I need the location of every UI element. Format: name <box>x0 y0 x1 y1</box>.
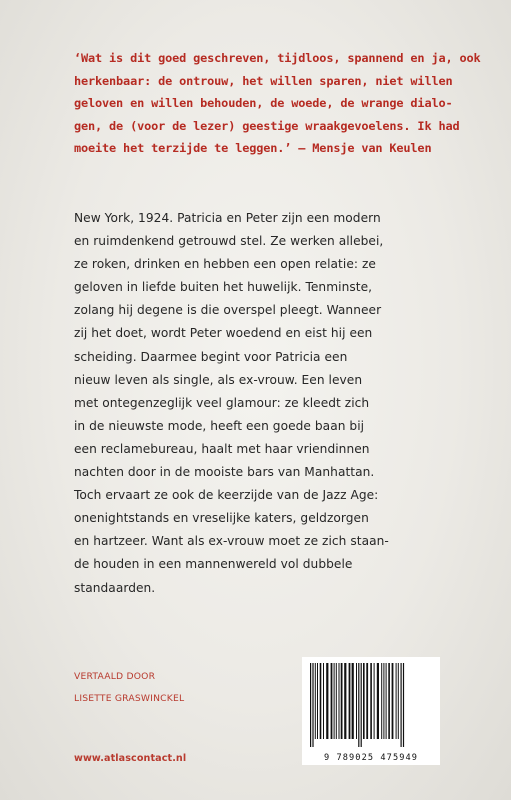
barcode-bar <box>352 663 354 739</box>
barcode-bar <box>361 663 362 747</box>
quote-line: ‘Wat is dit goed geschreven, tijdloos, spannend en ja, ook <box>74 51 481 65</box>
blurb-line: nachten door in de mooiste bars van Manhattan. <box>74 465 375 480</box>
barcode-bar <box>388 663 390 739</box>
blurb-line: ze roken, drinken en hebben een open relatie: ze <box>74 257 376 272</box>
barcode-bar <box>363 663 365 739</box>
blurb-line: en hartzeer. Want als ex-vrouw moet ze zich staan- <box>74 534 389 549</box>
barcode-bar <box>366 663 368 739</box>
blurb-line: Toch ervaart ze ook de keerzijde van de Jazz Age: <box>74 488 379 503</box>
barcode-bar <box>310 663 311 747</box>
barcode-bar <box>386 663 387 739</box>
quote-line: gen, de (voor de lezer) geestige wraakgevoelens. Ik had <box>74 118 460 133</box>
barcode-bar <box>317 663 318 739</box>
barcode-bar <box>396 663 397 739</box>
barcode-bar <box>315 663 316 739</box>
blurb-line: zolang hij degene is die overspel pleegt. Wanneer <box>74 303 382 318</box>
review-quote <box>74 47 481 160</box>
barcode-bar <box>349 663 351 739</box>
quote-line: geloven en willen behouden, de woede, de wrange dialo- <box>74 96 453 111</box>
barcode-bar <box>370 663 372 739</box>
blurb-line: nieuw leven als single, als ex-vrouw. Een leven <box>74 372 363 387</box>
blurb-line: met ontegenzeglijk veel glamour: ze kleedt zich <box>74 395 370 410</box>
blurb-line: de houden in een mannenwereld vol dubbele <box>74 557 353 572</box>
blurb-paragraph <box>74 207 474 600</box>
quote-line: herkenbaar: de ontrouw, het willen sparen, niet willen <box>74 73 453 88</box>
blurb-line: een reclamebureau, haalt met haar vriendinnen <box>74 441 370 456</box>
barcode-bar <box>323 663 324 739</box>
barcode-bar <box>336 663 337 739</box>
translator-credit <box>74 666 184 710</box>
barcode-bar <box>356 663 357 739</box>
blurb-line: onenightstands en vreselijke katers, geldzorgen <box>74 511 369 526</box>
barcode-bar <box>377 663 379 739</box>
blurb-line: New York, 1924. Patricia en Peter zijn een modern <box>74 211 381 225</box>
barcode-bar <box>401 663 402 747</box>
barcode-bar <box>381 663 382 739</box>
blurb-line: geloven in liefde buiten het huwelijk. Tenminste, <box>74 280 373 295</box>
barcode-bar <box>392 663 394 739</box>
barcode-bar <box>339 663 340 739</box>
barcode-bars <box>302 657 440 751</box>
barcode-bar <box>383 663 384 739</box>
blurb-line: en ruimdenkend getrouwd stel. Ze werken allebei, <box>74 234 384 249</box>
barcode-bar <box>398 663 399 739</box>
barcode-bar <box>358 663 359 747</box>
barcode-bar <box>312 663 313 747</box>
credit-label: VERTAALD DOOR <box>74 671 156 682</box>
blurb-line: zij het doet, wordt Peter woedend en eist hij een <box>74 326 373 341</box>
blurb-line: standaarden. <box>74 580 156 595</box>
barcode-bar <box>320 663 322 739</box>
translator-name: LISETTE GRASWINCKEL <box>74 693 185 704</box>
barcode-bar <box>374 663 375 739</box>
isbn-barcode <box>302 657 440 765</box>
quote-line: moeite het terzijde te leggen.’ – Mensje van Keulen <box>74 141 432 156</box>
isbn-number: 9 789025 475949 <box>323 753 419 763</box>
publisher-url: www.atlascontact.nl <box>74 753 187 764</box>
barcode-bar <box>403 663 404 747</box>
barcode-bar <box>326 663 328 739</box>
barcode-bar <box>331 663 333 739</box>
barcode-bar <box>341 663 343 739</box>
barcode-bar <box>334 663 335 739</box>
blurb-line: in de nieuwste mode, heeft een goede baan bij <box>74 418 365 433</box>
blurb-line: scheiding. Daarmee begint voor Patricia een <box>74 349 348 364</box>
barcode-bar <box>344 663 346 739</box>
